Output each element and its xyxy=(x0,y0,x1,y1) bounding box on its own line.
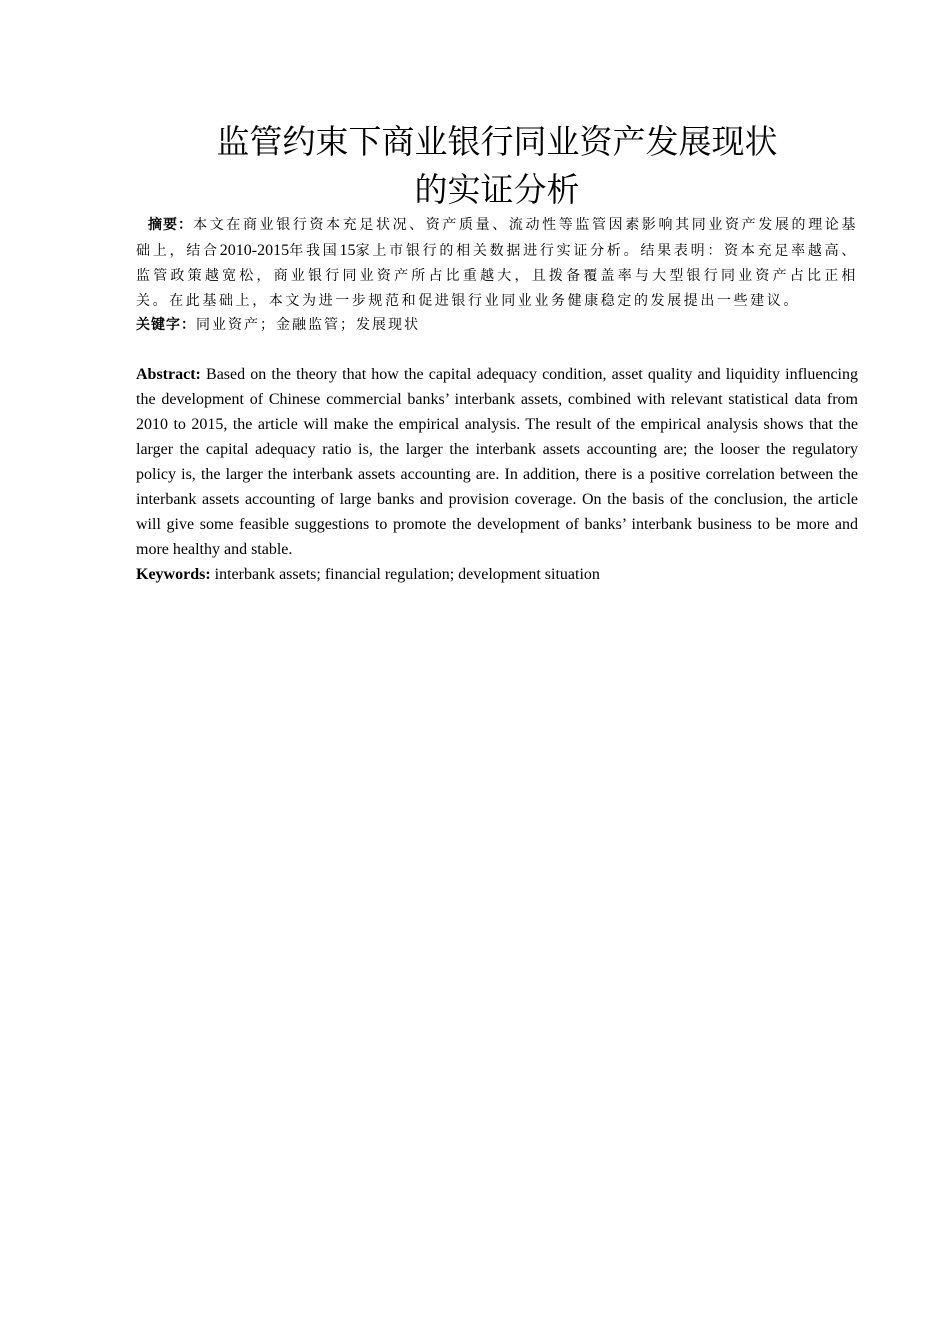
chinese-abstract-years: 2010-2015 xyxy=(219,242,290,259)
english-abstract-label: Abstract: xyxy=(136,366,201,383)
chinese-abstract-text-2: 年我国 xyxy=(289,243,340,259)
paper-title-line-1: 监管约束下商业银行同业资产发展现状 xyxy=(216,122,778,161)
chinese-keywords-text: 同业资产；金融监管；发展现状 xyxy=(196,317,420,333)
chinese-abstract-text-3: 家上市银行的相关数据进行实证分析。结果表明：资本充足率越高、监管政策越宽松，商业银行同业资产所占比重越大，且拨备覆盖率与大型银行同业资产占比正相关。在此基础上，本文为进一步规范和促进银行业同业业务健康稳定的发展提出一些建议。 xyxy=(136,243,859,309)
paper-title-line-2: 的实证分析 xyxy=(414,170,580,209)
english-keywords xyxy=(136,562,858,587)
chinese-keywords-label: 关键字： xyxy=(136,317,196,333)
chinese-abstract-count: 15 xyxy=(339,242,356,259)
english-keywords-text: interbank assets; financial regulation; development situation xyxy=(214,566,600,583)
paper-title xyxy=(136,118,858,214)
english-abstract-text: Based on the theory that how the capital adequacy condition, asset quality and liquidity influencing the development of Chinese commercial banks’ interbank assets, combined with relevant statistical data from 2010 to 2015, the article will make the empirical analysis. The result of the empirical analysis shows that the larger the capital adequacy ratio is, the larger the interbank assets accounting are; the looser the regulatory policy is, the larger the interbank assets accounting are. In addition, there is a positive correlation between the interbank assets accounting of large banks and provision coverage. On the basis of the conclusion, the article will give some feasible suggestions to promote the development of banks’ interbank business to be more and more healthy and stable. xyxy=(136,366,858,558)
chinese-abstract-text-1: 本文在商业银行资本充足状况、资产质量、流动性等监管因素影响其同业资产发展的理论基础上，结合 xyxy=(136,217,859,259)
english-keywords-label: Keywords: xyxy=(136,566,211,583)
chinese-keywords xyxy=(136,313,858,338)
english-abstract xyxy=(136,362,858,562)
chinese-abstract xyxy=(136,213,858,314)
chinese-abstract-label: 摘要： xyxy=(148,217,194,233)
